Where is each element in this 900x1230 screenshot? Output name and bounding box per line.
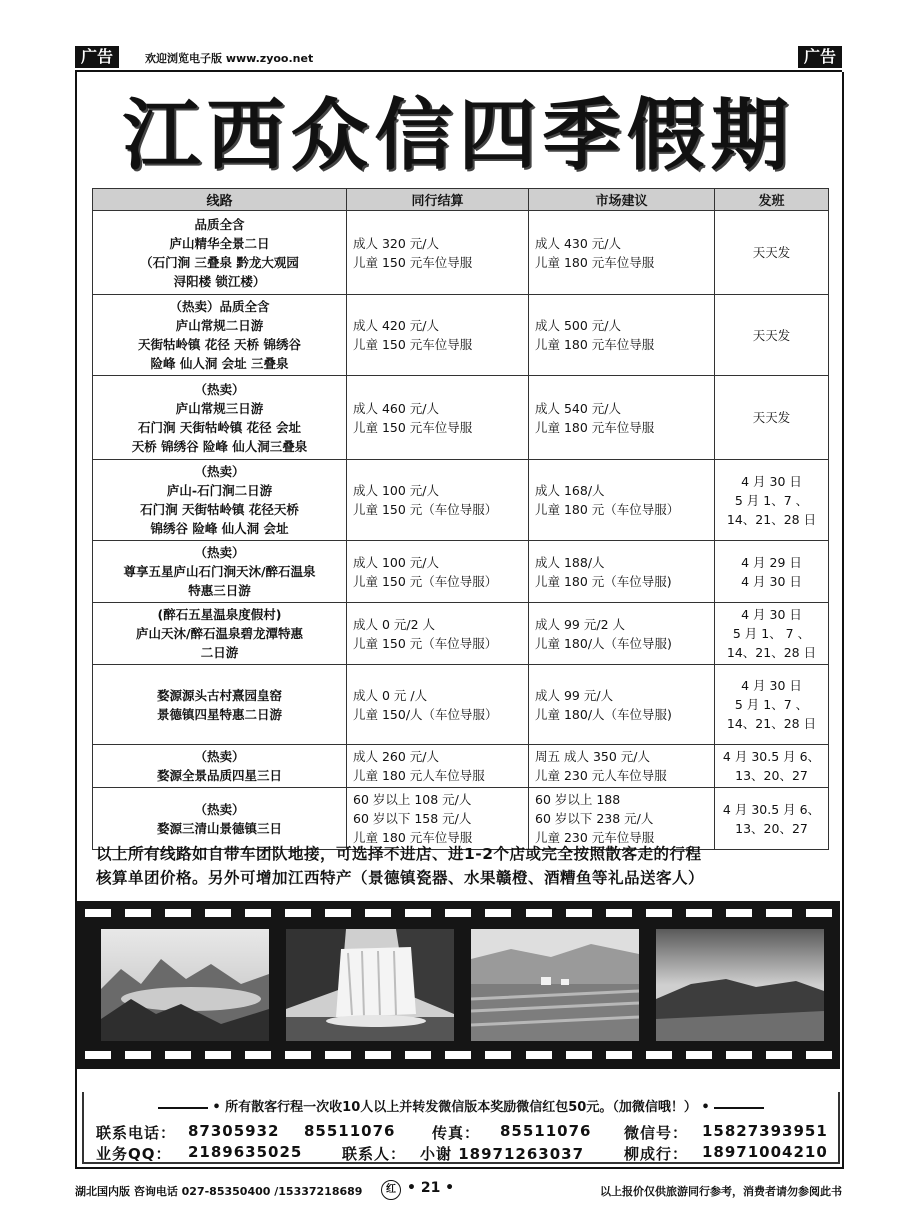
market-price-line: 成人 540 元/人 bbox=[535, 400, 622, 416]
route-line: 险峰 仙人洞 会址 三叠泉 bbox=[150, 356, 289, 371]
route-line: 二日游 bbox=[200, 645, 239, 660]
trade-price-line: 成人 420 元/人 bbox=[353, 318, 440, 333]
top-bar bbox=[75, 46, 842, 70]
route-line: 庐山常规二日游 bbox=[175, 318, 264, 333]
market-price-line: 儿童 180 元（车位导服） bbox=[535, 502, 680, 517]
photo-mountain-meadow bbox=[656, 929, 824, 1041]
film-holes-bottom bbox=[85, 1051, 832, 1061]
schedule-line: 13、20、27 bbox=[735, 820, 808, 836]
route-line: （热卖） bbox=[194, 464, 245, 479]
route-cell bbox=[93, 211, 347, 295]
schedule-cell bbox=[715, 541, 829, 603]
trade-price-cell bbox=[347, 603, 529, 665]
market-price-line: 儿童 180 元车位导服 bbox=[535, 419, 655, 435]
schedule-line: 4 月 30 日 bbox=[741, 607, 802, 622]
schedule-line: 14、21、28 日 bbox=[726, 716, 817, 731]
schedule-line: 5 月 1、7 、 bbox=[734, 697, 809, 712]
trade-price-cell bbox=[347, 460, 529, 541]
fax-number[interactable]: 85511076 bbox=[500, 1122, 592, 1140]
photo-filmstrip bbox=[77, 901, 840, 1069]
market-price-line: 儿童 230 元人车位导服 bbox=[535, 768, 667, 783]
dash-left bbox=[158, 1107, 208, 1109]
schedule-line: 天天发 bbox=[752, 327, 791, 343]
market-price-line: 60 岁以下 238 元/人 bbox=[535, 811, 654, 826]
market-price-cell bbox=[529, 541, 715, 603]
market-price-line: 成人 99 元/人 bbox=[535, 687, 614, 703]
market-price-line: 儿童 180/人（车位导服) bbox=[535, 635, 672, 651]
route-line: 品质全含 bbox=[194, 216, 245, 232]
table-row bbox=[93, 788, 829, 850]
route-line: 婺源三清山景德镇三日 bbox=[156, 820, 282, 836]
trade-price-cell bbox=[347, 376, 529, 460]
trade-price-line: 成人 320 元/人 bbox=[353, 235, 440, 251]
trade-price-line: 儿童 150/人（车位导服） bbox=[353, 706, 498, 722]
schedule-line: 4 月 30.5 月 6、 bbox=[722, 749, 821, 764]
route-cell bbox=[93, 745, 347, 788]
reward-text: 所有散客行程一次收10人以上并转发微信版本奖励微信红包50元。（加微信哦！） bbox=[225, 1100, 697, 1115]
route-line: 石门涧 天街牯岭镇 花径 会址 bbox=[137, 419, 302, 435]
route-cell bbox=[93, 603, 347, 665]
route-line: 婺源全景品质四星三日 bbox=[156, 768, 282, 783]
market-price-line: 儿童 180/人（车位导服) bbox=[535, 706, 672, 722]
market-price-line: 成人 168/人 bbox=[535, 483, 605, 498]
header-schedule: 发班 bbox=[715, 189, 829, 211]
market-price-cell bbox=[529, 211, 715, 295]
trade-price-cell bbox=[347, 788, 529, 850]
footer-right: 以上报价仅供旅游同行参考，消费者请勿参阅此书 bbox=[600, 1185, 842, 1198]
header-route: 线路 bbox=[93, 189, 347, 211]
route-line: 锦绣谷 险峰 仙人洞 会址 bbox=[150, 521, 289, 536]
schedule-line: 4 月 30 日 bbox=[741, 678, 802, 693]
qq-label: 业务QQ： bbox=[96, 1145, 172, 1163]
notice-line: 以上所有线路如自带车团队地接，可选择不进店、进1-2个店或完全按照散客走的行程 bbox=[96, 845, 702, 863]
footer bbox=[75, 1180, 842, 1200]
photo-waterfall bbox=[286, 929, 454, 1041]
trade-price-line: 儿童 150 元（车位导服） bbox=[353, 573, 498, 589]
trade-price-cell bbox=[347, 541, 529, 603]
trade-price-line: 儿童 150 元（车位导服） bbox=[353, 502, 498, 517]
market-price-line: 周五 成人 350 元/人 bbox=[535, 749, 650, 764]
header-market-price: 市场建议 bbox=[529, 189, 715, 211]
trade-price-line: 成人 100 元/人 bbox=[353, 483, 440, 498]
trade-price-line: 60 岁以下 158 元/人 bbox=[353, 811, 472, 826]
liu-number[interactable]: 18971004210 bbox=[702, 1143, 828, 1161]
schedule-line: 5 月 1、 7 、 bbox=[732, 626, 811, 641]
route-line: （热卖） bbox=[194, 545, 245, 560]
page-title: 江西众信四季假期 bbox=[122, 90, 795, 181]
route-line: 特惠三日游 bbox=[188, 583, 251, 598]
route-cell bbox=[93, 460, 347, 541]
route-line: 石门涧 天街牯岭镇 花径天桥 bbox=[140, 502, 299, 517]
table-row bbox=[93, 460, 829, 541]
contact-person-label: 联系人： bbox=[342, 1145, 407, 1163]
table-row bbox=[93, 295, 829, 376]
ad-tag-left: 广告 bbox=[75, 46, 119, 68]
footer-left: 湖北国内版 咨询电话 027-85350400 /15337218689 bbox=[75, 1185, 363, 1198]
schedule-cell bbox=[715, 665, 829, 745]
schedule-cell bbox=[715, 295, 829, 376]
route-price-table bbox=[92, 188, 829, 850]
table-row bbox=[93, 541, 829, 603]
route-cell bbox=[93, 376, 347, 460]
schedule-line: 4 月 30 日 bbox=[741, 473, 802, 489]
trade-price-line: 儿童 150 元车位导服 bbox=[353, 419, 473, 435]
trade-price-line: 儿童 150 元车位导服 bbox=[353, 254, 473, 270]
schedule-line: 13、20、27 bbox=[735, 768, 808, 783]
table-row bbox=[93, 376, 829, 460]
schedule-cell bbox=[715, 603, 829, 665]
trade-price-line: 60 岁以上 108 元/人 bbox=[353, 792, 472, 807]
phone-number-1[interactable]: 87305932 bbox=[188, 1122, 280, 1140]
schedule-line: 5 月 1、7 、 bbox=[734, 492, 809, 508]
dash-right bbox=[714, 1107, 764, 1109]
trade-price-line: 成人 100 元/人 bbox=[353, 554, 440, 570]
route-cell bbox=[93, 665, 347, 745]
phone-number-2[interactable]: 85511076 bbox=[304, 1122, 396, 1140]
schedule-line: 14、21、28 日 bbox=[726, 511, 817, 527]
fax-label: 传真： bbox=[432, 1124, 481, 1142]
trade-price-line: 儿童 180 元车位导服 bbox=[353, 830, 473, 845]
ad-tag-right: 广告 bbox=[798, 46, 842, 68]
table-header-row bbox=[93, 189, 829, 211]
wechat-id[interactable]: 15827393951 bbox=[702, 1122, 828, 1140]
schedule-cell bbox=[715, 788, 829, 850]
market-price-cell bbox=[529, 745, 715, 788]
route-line: （石门涧 三叠泉 黔龙大观园 bbox=[140, 254, 299, 270]
trade-price-line: 儿童 150 元车位导服 bbox=[353, 337, 473, 352]
market-price-cell bbox=[529, 665, 715, 745]
photo-rapeseed-field bbox=[471, 929, 639, 1041]
schedule-line: 天天发 bbox=[752, 245, 791, 260]
route-line: 庐山天沐/醉石温泉碧龙潭特惠 bbox=[135, 626, 304, 641]
header-trade-price: 同行结算 bbox=[347, 189, 529, 211]
route-cell bbox=[93, 788, 347, 850]
route-line: （热卖）品质全含 bbox=[169, 299, 270, 314]
trade-price-line: 成人 260 元/人 bbox=[353, 749, 440, 764]
liu-label: 柳成行： bbox=[624, 1145, 689, 1163]
market-price-line: 成人 500 元/人 bbox=[535, 318, 622, 333]
market-price-line: 60 岁以上 188 bbox=[535, 792, 621, 807]
route-cell bbox=[93, 295, 347, 376]
trade-price-cell bbox=[347, 295, 529, 376]
notice-text bbox=[96, 842, 826, 890]
market-price-line: 儿童 180 元（车位导服) bbox=[535, 573, 672, 589]
notice-line: 核算单团价格。另外可增加江西特产（景德镇瓷器、水果赣橙、酒糟鱼等礼品送客人） bbox=[96, 869, 705, 887]
contact-person[interactable]: 小谢 18971263037 bbox=[420, 1145, 585, 1163]
schedule-line: 4 月 30.5 月 6、 bbox=[722, 801, 821, 817]
market-price-line: 成人 188/人 bbox=[535, 554, 605, 570]
route-line: (醉石五星温泉度假村) bbox=[157, 607, 282, 622]
wechat-label: 微信号： bbox=[624, 1124, 689, 1142]
route-line: 婺源源头古村熹园皇窑 bbox=[156, 687, 282, 703]
schedule-line: 天天发 bbox=[752, 410, 791, 425]
market-price-line: 儿童 180 元车位导服 bbox=[535, 254, 655, 270]
route-line: 庐山-石门涧二日游 bbox=[166, 483, 273, 498]
route-cell bbox=[93, 541, 347, 603]
route-line: （热卖） bbox=[194, 749, 245, 764]
table-body bbox=[93, 211, 829, 850]
contact-headline: • 所有散客行程一次收10人以上并转发微信版本奖励微信红包50元。（加微信哦！） • bbox=[82, 1096, 840, 1115]
trade-price-line: 成人 0 元 /人 bbox=[353, 687, 428, 703]
welcome-text[interactable]: 欢迎浏览电子版 www.zyoo.net bbox=[145, 52, 314, 65]
market-price-line: 成人 430 元/人 bbox=[535, 235, 622, 251]
market-price-cell bbox=[529, 603, 715, 665]
schedule-line: 4 月 30 日 bbox=[741, 573, 802, 589]
table-row bbox=[93, 665, 829, 745]
route-line: 天桥 锦绣谷 险峰 仙人洞三叠泉 bbox=[131, 438, 308, 454]
route-line: （热卖） bbox=[194, 801, 245, 817]
market-price-cell bbox=[529, 295, 715, 376]
trade-price-cell bbox=[347, 665, 529, 745]
route-line: 景德镇四星特惠二日游 bbox=[156, 706, 282, 722]
schedule-line: 4 月 29 日 bbox=[741, 554, 802, 570]
trade-price-line: 儿童 180 元人车位导服 bbox=[353, 768, 485, 783]
schedule-cell bbox=[715, 211, 829, 295]
table-row bbox=[93, 745, 829, 788]
schedule-line: 14、21、28 日 bbox=[726, 645, 817, 660]
schedule-cell bbox=[715, 460, 829, 541]
trade-price-line: 成人 0 元/2 人 bbox=[353, 616, 436, 632]
film-holes-top bbox=[85, 909, 832, 919]
route-line: 尊享五星庐山石门涧天沐/醉石温泉 bbox=[123, 564, 316, 579]
route-line: 天街牯岭镇 花径 天桥 锦绣谷 bbox=[137, 337, 302, 352]
market-price-cell bbox=[529, 460, 715, 541]
photo-mountain-clouds bbox=[101, 929, 269, 1041]
trade-price-cell bbox=[347, 211, 529, 295]
page-number: • 21 • bbox=[407, 1180, 455, 1196]
qq-number[interactable]: 2189635025 bbox=[188, 1143, 303, 1161]
page-number-group bbox=[381, 1180, 454, 1200]
route-line: （热卖） bbox=[194, 381, 245, 397]
phone-label: 联系电话： bbox=[96, 1124, 177, 1142]
market-price-line: 儿童 230 元车位导服 bbox=[535, 830, 655, 845]
route-line: 庐山常规三日游 bbox=[175, 400, 264, 416]
badge-icon: 红 bbox=[381, 1180, 401, 1200]
table-row bbox=[93, 211, 829, 295]
schedule-cell bbox=[715, 376, 829, 460]
market-price-cell bbox=[529, 376, 715, 460]
market-price-line: 儿童 180 元车位导服 bbox=[535, 337, 655, 352]
trade-price-line: 儿童 150 元（车位导服） bbox=[353, 635, 498, 651]
market-price-line: 成人 99 元/2 人 bbox=[535, 616, 625, 632]
route-line: 庐山精华全景二日 bbox=[169, 235, 270, 251]
route-line: 浔阳楼 锁江楼） bbox=[173, 273, 266, 289]
market-price-cell bbox=[529, 788, 715, 850]
table-row bbox=[93, 603, 829, 665]
trade-price-line: 成人 460 元/人 bbox=[353, 400, 440, 416]
schedule-cell bbox=[715, 745, 829, 788]
trade-price-cell bbox=[347, 745, 529, 788]
